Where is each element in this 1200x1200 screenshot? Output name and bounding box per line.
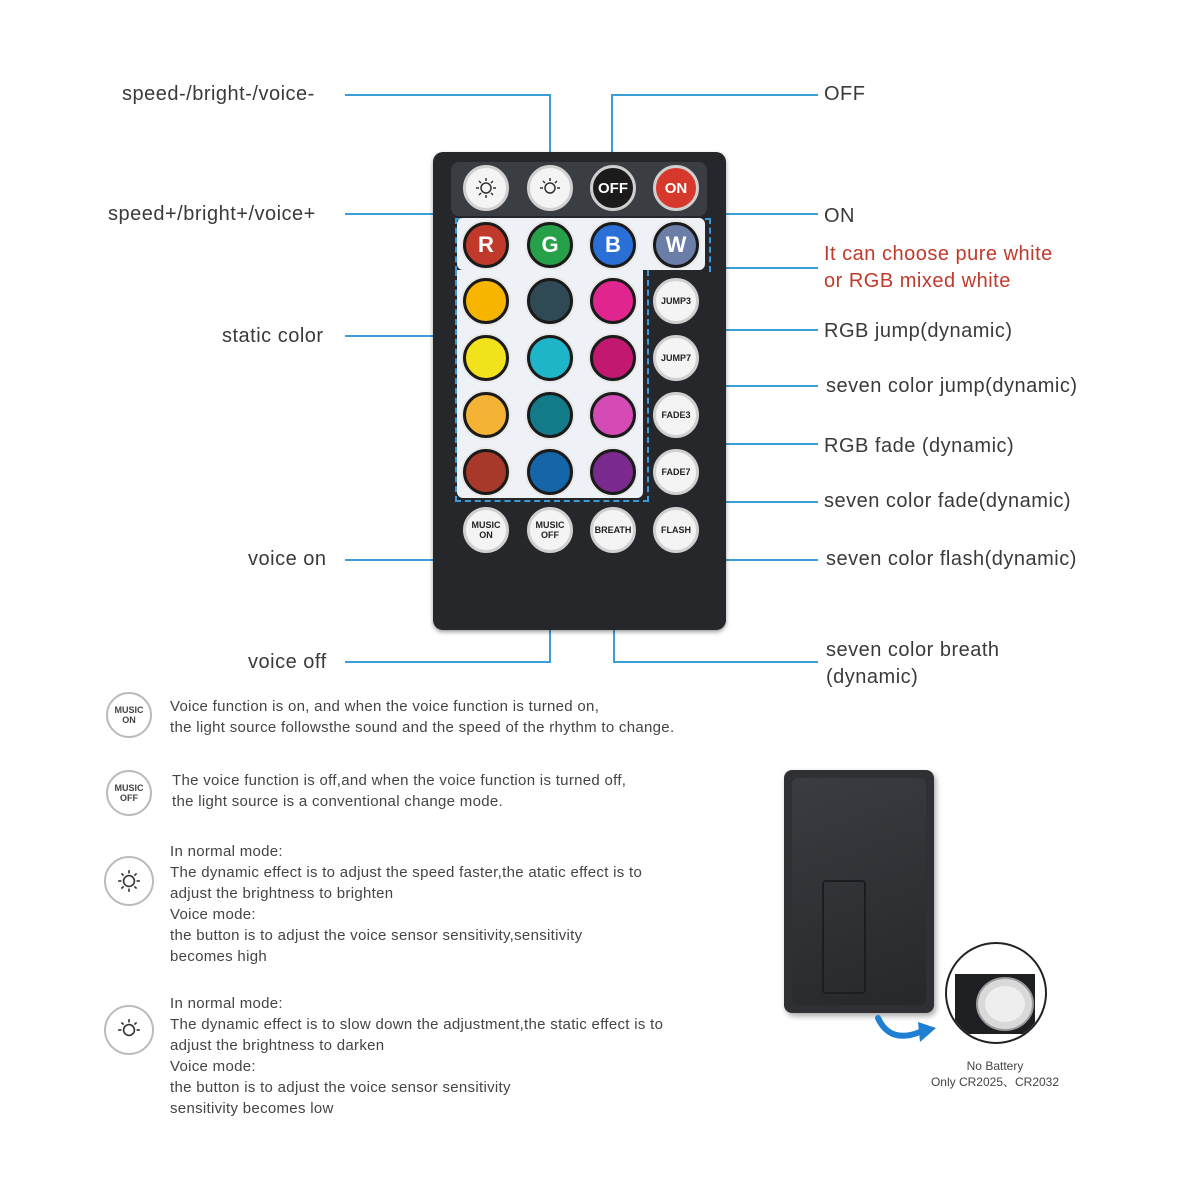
text-line: adjust the brightness to darken	[170, 1037, 385, 1054]
color-button-purple[interactable]	[590, 449, 636, 495]
sun-minus-legend-icon	[104, 1005, 154, 1055]
jump7-button[interactable]: JUMP7	[653, 335, 699, 381]
sun-plus-legend-icon	[104, 856, 154, 906]
label-rgb-fade: RGB fade (dynamic)	[824, 435, 1015, 457]
speed-minus-button[interactable]	[527, 165, 573, 211]
text-line: The voice function is off,and when the voice function is turned off,	[172, 772, 627, 789]
text-line: The dynamic effect is to adjust the speed faster,the atatic effect is to	[170, 864, 643, 881]
music-on-label-2: ON	[479, 530, 493, 540]
battery-caption-line-2: Only CR2025、CR2032	[930, 1075, 1060, 1089]
label-seven-breath-2: (dynamic)	[826, 666, 919, 688]
flash-button[interactable]: FLASH	[653, 507, 699, 553]
battery-compartment	[822, 880, 866, 994]
sun-plus-description	[170, 841, 642, 967]
on-button[interactable]: ON	[653, 165, 699, 211]
music-off-legend-icon	[106, 770, 152, 816]
label-seven-breath-1: seven color breath	[826, 639, 1000, 661]
remote-back-image	[784, 770, 934, 1013]
label-white-note-2: or RGB mixed white	[824, 270, 1011, 292]
label-static-color: static color	[222, 325, 324, 347]
jump3-button[interactable]: JUMP3	[653, 278, 699, 324]
text-line: sensitivity becomes low	[170, 1100, 334, 1117]
text-line: the button is to adjust the voice sensor sensitivity	[170, 1079, 511, 1096]
sun-minus-description	[170, 993, 663, 1119]
label-on: ON	[824, 205, 855, 227]
fade7-button[interactable]: FADE7	[653, 449, 699, 495]
label-white-note-1: It can choose pure white	[824, 243, 1053, 265]
text-line: The dynamic effect is to slow down the adjustment,the static effect is to	[170, 1016, 664, 1033]
battery-caption-line-1: No Battery	[966, 1059, 1024, 1073]
music-on-button[interactable]	[463, 507, 509, 553]
color-button-yellow[interactable]	[463, 335, 509, 381]
text-line: In normal mode:	[170, 995, 283, 1012]
red-button[interactable]: R	[463, 222, 509, 268]
text-line: In normal mode:	[170, 843, 283, 860]
music-on-label-1: MUSIC	[471, 520, 501, 530]
battery-caption	[900, 1058, 1090, 1090]
label-voice-on: voice on	[248, 548, 327, 570]
blue-button[interactable]: B	[590, 222, 636, 268]
text-line: Voice mode:	[170, 1058, 256, 1075]
music-off-legend-label-1: MUSIC	[114, 783, 144, 793]
color-button-orchid[interactable]	[590, 392, 636, 438]
label-speed-minus: speed-/bright-/voice-	[122, 83, 315, 105]
label-seven-fade: seven color fade(dynamic)	[824, 490, 1072, 512]
music-off-button[interactable]	[527, 507, 573, 553]
text-line: the light source followsthe sound and the speed of the rhythm to change.	[170, 719, 675, 736]
music-on-legend-label-1: MUSIC	[114, 705, 144, 715]
coin-battery-icon	[947, 944, 1045, 1042]
label-speed-plus: speed+/bright+/voice+	[108, 203, 316, 225]
color-button-magenta[interactable]	[590, 278, 636, 324]
music-on-legend-icon	[106, 692, 152, 738]
label-rgb-jump: RGB jump(dynamic)	[824, 320, 1013, 342]
label-seven-jump: seven color jump(dynamic)	[826, 375, 1078, 397]
arrow-icon	[874, 1010, 940, 1050]
sun-plus-icon	[116, 868, 142, 894]
music-on-legend-label-2: ON	[122, 715, 136, 725]
color-button-pink[interactable]	[590, 335, 636, 381]
breath-button[interactable]: BREATH	[590, 507, 636, 553]
color-button-navy[interactable]	[527, 449, 573, 495]
white-button[interactable]: W	[653, 222, 699, 268]
music-off-label-1: MUSIC	[535, 520, 565, 530]
color-button-amber[interactable]	[463, 392, 509, 438]
sun-minus-icon	[116, 1017, 142, 1043]
fade3-button[interactable]: FADE3	[653, 392, 699, 438]
label-voice-off: voice off	[248, 651, 327, 673]
speed-plus-button[interactable]	[463, 165, 509, 211]
music-off-description	[172, 770, 626, 812]
green-button[interactable]: G	[527, 222, 573, 268]
music-off-label-2: OFF	[541, 530, 559, 540]
text-line: the button is to adjust the voice sensor sensitivity,sensitivity	[170, 927, 583, 944]
sun-minus-icon	[538, 176, 562, 200]
music-off-legend-label-2: OFF	[120, 793, 138, 803]
battery-closeup	[945, 942, 1047, 1044]
text-line: becomes high	[170, 948, 267, 965]
label-seven-flash: seven color flash(dynamic)	[826, 548, 1077, 570]
off-button[interactable]: OFF	[590, 165, 636, 211]
text-line: adjust the brightness to brighten	[170, 885, 394, 902]
remote-control	[433, 152, 726, 630]
color-button-cyan[interactable]	[527, 335, 573, 381]
label-off: OFF	[824, 83, 866, 105]
color-button-dark-teal[interactable]	[527, 278, 573, 324]
text-line: Voice mode:	[170, 906, 256, 923]
sun-plus-icon	[474, 176, 498, 200]
color-button-brick[interactable]	[463, 449, 509, 495]
color-button-teal[interactable]	[527, 392, 573, 438]
music-on-description	[170, 696, 674, 738]
text-line: the light source is a conventional change mode.	[172, 793, 503, 810]
color-button-orange[interactable]	[463, 278, 509, 324]
text-line: Voice function is on, and when the voice function is turned on,	[170, 698, 600, 715]
